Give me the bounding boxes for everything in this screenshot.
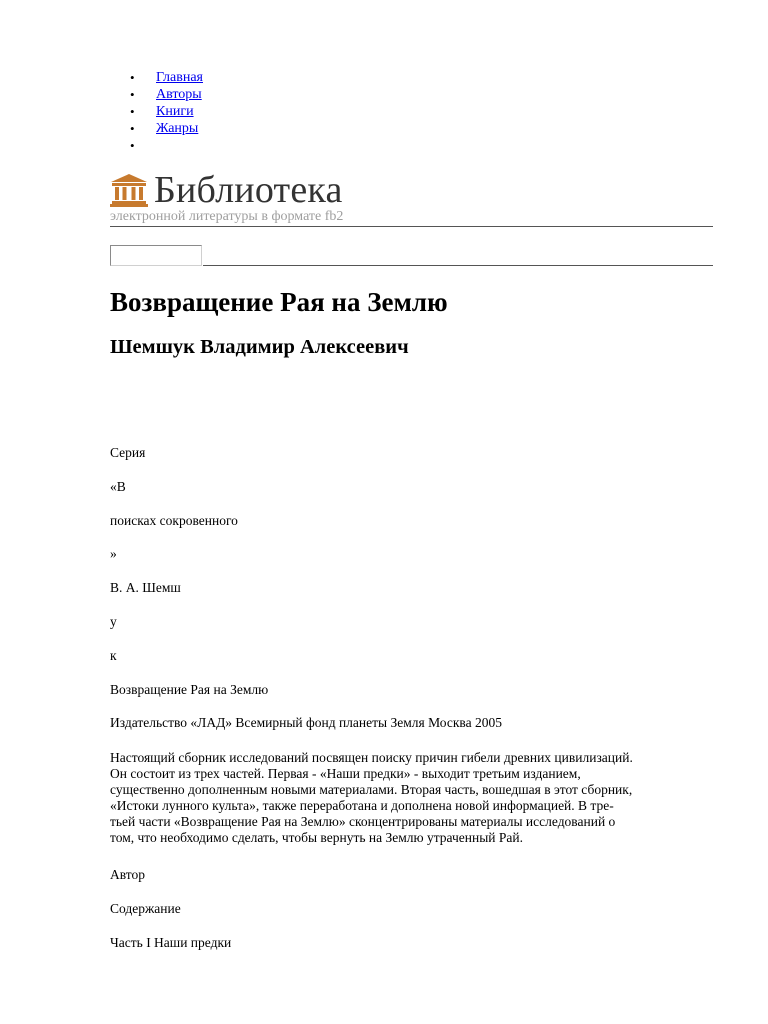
nav-item-authors <box>110 86 203 103</box>
description-line: тьей части «Возвращение Рая на Землю» сконцентрированы материалы исследований о <box>110 814 616 829</box>
nav-link-home[interactable]: Главная <box>156 70 203 85</box>
description-line: Настоящий сборник исследований посвящен поиску причин гибели древних цивилизаций. <box>110 750 633 765</box>
nav-link-genres[interactable]: Жанры <box>156 121 199 136</box>
description-paragraph <box>110 750 720 846</box>
series-label: Серия <box>110 445 146 460</box>
library-building-icon <box>110 173 148 207</box>
nav-link-authors[interactable]: Авторы <box>156 87 202 102</box>
site-logo[interactable] <box>110 170 343 210</box>
description-line: Он состоит из трех частей. Первая - «Наши предки» - выходит третьим изданием, <box>110 766 581 781</box>
nav-item-books <box>110 103 203 120</box>
author-line-2: у <box>110 614 117 629</box>
publisher-info: Издательство «ЛАД» Всемирный фонд планеты Земля Москва 2005 <box>110 715 502 730</box>
author-line-3: к <box>110 648 117 663</box>
book-author: Шемшук Владимир Алексеевич <box>110 336 409 358</box>
author-line-1: В. А. Шемш <box>110 580 181 595</box>
header-divider <box>110 226 713 227</box>
description-line: том, что необходимо сделать, чтобы вернуть на Землю утраченный Рай. <box>110 830 523 845</box>
series-line-2: поисках сокровенного <box>110 513 238 528</box>
nav-item-genres <box>110 120 203 137</box>
book-title-text: Возвращение Рая на Землю <box>110 682 269 697</box>
nav-link-books[interactable]: Книги <box>156 104 194 119</box>
description-line: «Истоки лунного культа», также переработана и дополнена новой информацией. В тре- <box>110 798 614 813</box>
nav-item-empty <box>110 137 203 154</box>
site-title: Библиотека <box>154 169 343 211</box>
series-line-3: » <box>110 546 117 561</box>
site-subtitle: электронной литературы в формате fb2 <box>110 209 344 224</box>
contents-heading: Содержание <box>110 901 181 916</box>
part-one-heading: Часть I Наши предки <box>110 935 232 950</box>
book-title: Возвращение Рая на Землю <box>110 287 448 317</box>
nav-item-home <box>110 69 203 86</box>
search-input[interactable] <box>110 245 202 266</box>
description-line: существенно дополненным новыми материалами. Вторая часть, вошедшая в этот сборник, <box>110 782 633 797</box>
main-nav <box>110 69 203 154</box>
series-line-1: «В <box>110 479 126 494</box>
author-heading: Автор <box>110 867 146 882</box>
search-divider <box>203 265 713 266</box>
